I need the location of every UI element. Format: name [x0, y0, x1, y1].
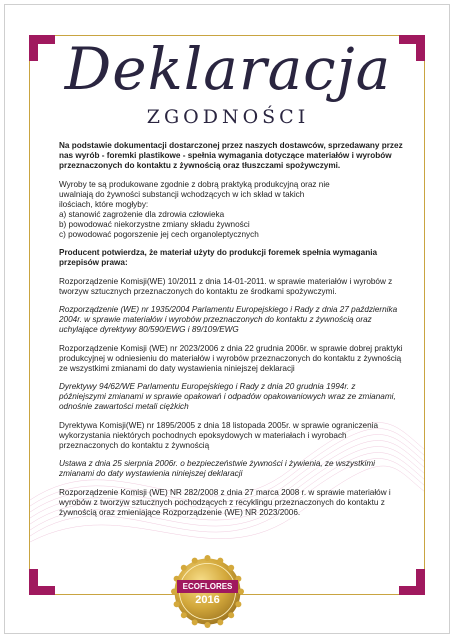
practice-line: b) powodować niekorzystne zmiany składu żywności	[59, 219, 250, 229]
confirm-paragraph: Producent potwierdza, że materiał użyty do produkcji foremek spełnia wymagania przepisów prawa:	[59, 248, 378, 267]
seal-brand: ECOFLORES	[182, 582, 233, 591]
practice-line: ilościach, które mogłyby:	[59, 199, 149, 209]
regulation-item: Dyrektywy 94/62/WE Parlamentu Europejskiego i Rady z dnia 20 grudnia 1994r. z późniejszymi zmianami w sprawie opakowań i odpadów opakowaniowych wraz ze zmianami, odnośnie zawartości metali ciężkich	[59, 382, 396, 411]
practice-line: c) powodować pogorszenie jej cech organoleptycznych	[59, 229, 259, 239]
regulation-item: Rozporządzenie (WE) nr 1935/2004 Parlamentu Europejskiego i Rady z dnia 27 października 2004r. w sprawie materiałów i wyrobów przeznaczonych do kontaktu z żywnością oraz uchylające dyrektywy 80/590/EWG i 89/109/EWG	[59, 305, 398, 334]
practice-line: a) stanowić zagrożenie dla zdrowia człowieka	[59, 209, 225, 219]
regulation-item: Ustawa z dnia 25 sierpnia 2006r. o bezpieczeństwie żywności i żywienia, ze wszystkimi zmianami do daty wystawienia niniejszej deklaracji	[59, 459, 375, 478]
intro-paragraph: Na podstawie dokumentacji dostarczonej przez naszych dostawców, sprzedawany przez nas wyrób - foremki plastikowe - spełnia wymagania dotyczące materiałów i wyrobów przeznaczonych do kontaktu z żywnością oraz tłuszczami spożywczymi.	[59, 141, 403, 170]
seal-year: 2016	[195, 594, 220, 606]
corner-ornament-bottom-left	[29, 569, 55, 595]
regulation-item: Dyrektywa Komisji(WE) nr 1895/2005 z dnia 18 listopada 2005r. w sprawie ograniczenia wykorzystania niektórych pochodnych epoksydowych w materiałach i wyrobach przeznaczonych do kontaktu z żywnością	[59, 420, 379, 450]
regulation-item: Rozporządzenie Komisji (WE) nr 2023/2006 z dnia 22 grudnia 2006r. w sprawie dobrej praktyki produkcyjnej w odniesieniu do materiałów i wyrobów przeznaczonych do kontaktu z żywnością ze wszystkimi zmianami do daty wystawienia niniejszej deklaracji	[59, 343, 403, 373]
document-title: Deklaracja	[64, 35, 392, 103]
practice-line: Wyroby te są produkowane zgodnie z dobrą praktyką produkcyjną oraz nie	[59, 179, 330, 189]
document-subtitle: ZGODNOŚCI	[146, 106, 310, 128]
document-body	[59, 141, 404, 526]
regulation-item: Rozporządzenie Komisji(WE) 10/2011 z dnia 14-01-2011. w sprawie materiałów i wyrobów z tworzyw sztucznych przeznaczonych do kontaktu ze środkami spożywczymi.	[59, 276, 393, 296]
practice-paragraph	[59, 180, 404, 240]
corner-ornament-bottom-right	[399, 569, 425, 595]
ecoflores-seal	[171, 555, 244, 628]
practice-line: uwalniają do żywności substancji wchodzących w ich skład w takich	[59, 189, 305, 199]
regulation-item: Rozporządzenie Komisji (WE) NR 282/2008 z dnia 27 marca 2008 r. w sprawie materiałów i wyrobów z tworzyw sztucznych pochodzących z recyklingu przeznaczonych do kontaktu z żywnością oraz zmieniające Rozporządzenie (WE) NR 2023/2006.	[59, 487, 391, 517]
